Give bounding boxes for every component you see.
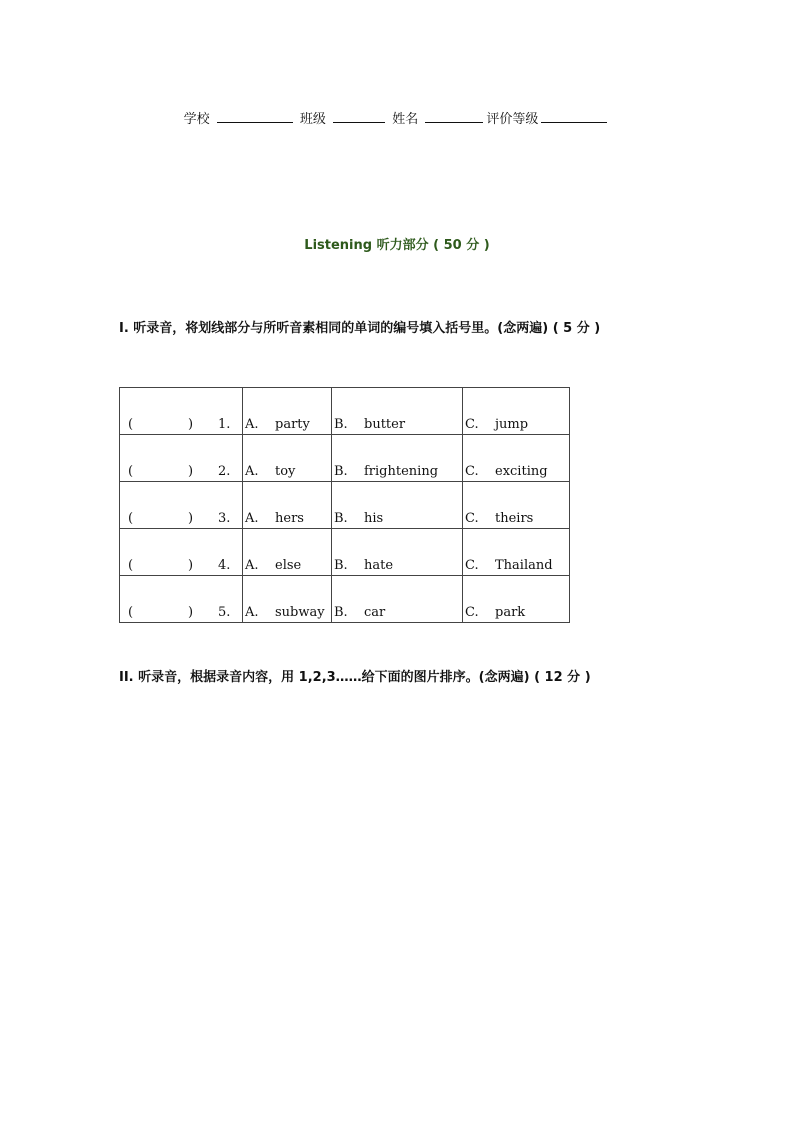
option-a-cell bbox=[243, 482, 332, 529]
option-c-label: C. bbox=[465, 605, 479, 620]
option-a-label: A. bbox=[245, 558, 259, 573]
paren-close: ) bbox=[188, 417, 194, 432]
option-a-label: A. bbox=[245, 417, 259, 432]
option-b-label: B. bbox=[334, 464, 348, 479]
option-c-label: C. bbox=[465, 417, 479, 432]
class-label: 班级 bbox=[299, 112, 326, 127]
option-a-cell bbox=[243, 529, 332, 576]
table-row bbox=[120, 576, 570, 623]
option-c-word: exciting bbox=[495, 464, 548, 479]
item-number: 4. bbox=[218, 558, 231, 573]
option-c-cell bbox=[463, 529, 570, 576]
option-c-word: Thailand bbox=[495, 558, 553, 573]
question-1-heading: I. 听录音，将划线部分与所听音素相同的单词的编号填入括号里。(念两遍) ( 5 分 ) bbox=[119, 321, 601, 336]
option-b-label: B. bbox=[334, 417, 348, 432]
option-a-cell bbox=[243, 576, 332, 623]
option-a-cell bbox=[243, 388, 332, 435]
school-label: 学校 bbox=[183, 112, 210, 127]
answer-cell[interactable] bbox=[120, 576, 243, 623]
item-number: 5. bbox=[218, 605, 231, 620]
grade-blank[interactable] bbox=[541, 110, 607, 123]
option-c-cell bbox=[463, 482, 570, 529]
answer-cell[interactable] bbox=[120, 482, 243, 529]
option-a-word: subway bbox=[275, 605, 325, 620]
paren-close: ) bbox=[188, 511, 194, 526]
answer-cell[interactable] bbox=[120, 388, 243, 435]
option-b-label: B. bbox=[334, 605, 348, 620]
option-b-word: his bbox=[364, 511, 384, 526]
option-b-label: B. bbox=[334, 558, 348, 573]
option-c-cell bbox=[463, 435, 570, 482]
name-label: 姓名 bbox=[392, 112, 419, 127]
option-c-label: C. bbox=[465, 511, 479, 526]
paren-open: ( bbox=[128, 464, 134, 479]
paren-open: ( bbox=[128, 558, 134, 573]
option-b-cell bbox=[332, 435, 463, 482]
option-b-cell bbox=[332, 482, 463, 529]
option-c-word: jump bbox=[495, 417, 529, 432]
option-a-label: A. bbox=[245, 511, 259, 526]
item-number: 1. bbox=[218, 417, 231, 432]
option-a-word: else bbox=[275, 558, 302, 573]
paren-close: ) bbox=[188, 558, 194, 573]
option-b-label: B. bbox=[334, 511, 348, 526]
grade-label: 评价等级 bbox=[486, 112, 539, 127]
option-c-word: park bbox=[495, 605, 526, 620]
option-b-cell bbox=[332, 576, 463, 623]
option-a-word: toy bbox=[275, 464, 296, 479]
option-c-cell bbox=[463, 576, 570, 623]
question-2-heading: II. 听录音，根据录音内容，用 1,2,3……给下面的图片排序。(念两遍) ( 12 分 ) bbox=[119, 670, 591, 685]
paren-open: ( bbox=[128, 605, 134, 620]
paren-open: ( bbox=[128, 511, 134, 526]
name-blank[interactable] bbox=[425, 110, 483, 123]
answer-cell[interactable] bbox=[120, 435, 243, 482]
option-a-cell bbox=[243, 435, 332, 482]
answer-table bbox=[119, 387, 570, 623]
table-row bbox=[120, 388, 570, 435]
item-number: 3. bbox=[218, 511, 231, 526]
option-a-label: A. bbox=[245, 464, 259, 479]
option-a-word: hers bbox=[275, 511, 304, 526]
paren-close: ) bbox=[188, 464, 194, 479]
table-row bbox=[120, 435, 570, 482]
table-row bbox=[120, 529, 570, 576]
paren-close: ) bbox=[188, 605, 194, 620]
class-blank[interactable] bbox=[333, 110, 385, 123]
paren-open: ( bbox=[128, 417, 134, 432]
option-a-label: A. bbox=[245, 605, 259, 620]
option-c-cell bbox=[463, 388, 570, 435]
option-b-word: butter bbox=[364, 417, 406, 432]
item-number: 2. bbox=[218, 464, 231, 479]
option-a-word: party bbox=[275, 417, 310, 432]
option-b-word: frightening bbox=[364, 464, 439, 479]
option-c-label: C. bbox=[465, 464, 479, 479]
option-b-word: hate bbox=[364, 558, 394, 573]
section-title: Listening 听力部分 ( 50 分 ) bbox=[304, 238, 490, 253]
option-b-cell bbox=[332, 529, 463, 576]
option-c-label: C. bbox=[465, 558, 479, 573]
answer-cell[interactable] bbox=[120, 529, 243, 576]
student-info-line bbox=[0, 108, 794, 127]
option-b-word: car bbox=[364, 605, 386, 620]
option-b-cell bbox=[332, 388, 463, 435]
option-c-word: theirs bbox=[495, 511, 534, 526]
table-row bbox=[120, 482, 570, 529]
school-blank[interactable] bbox=[217, 110, 293, 123]
